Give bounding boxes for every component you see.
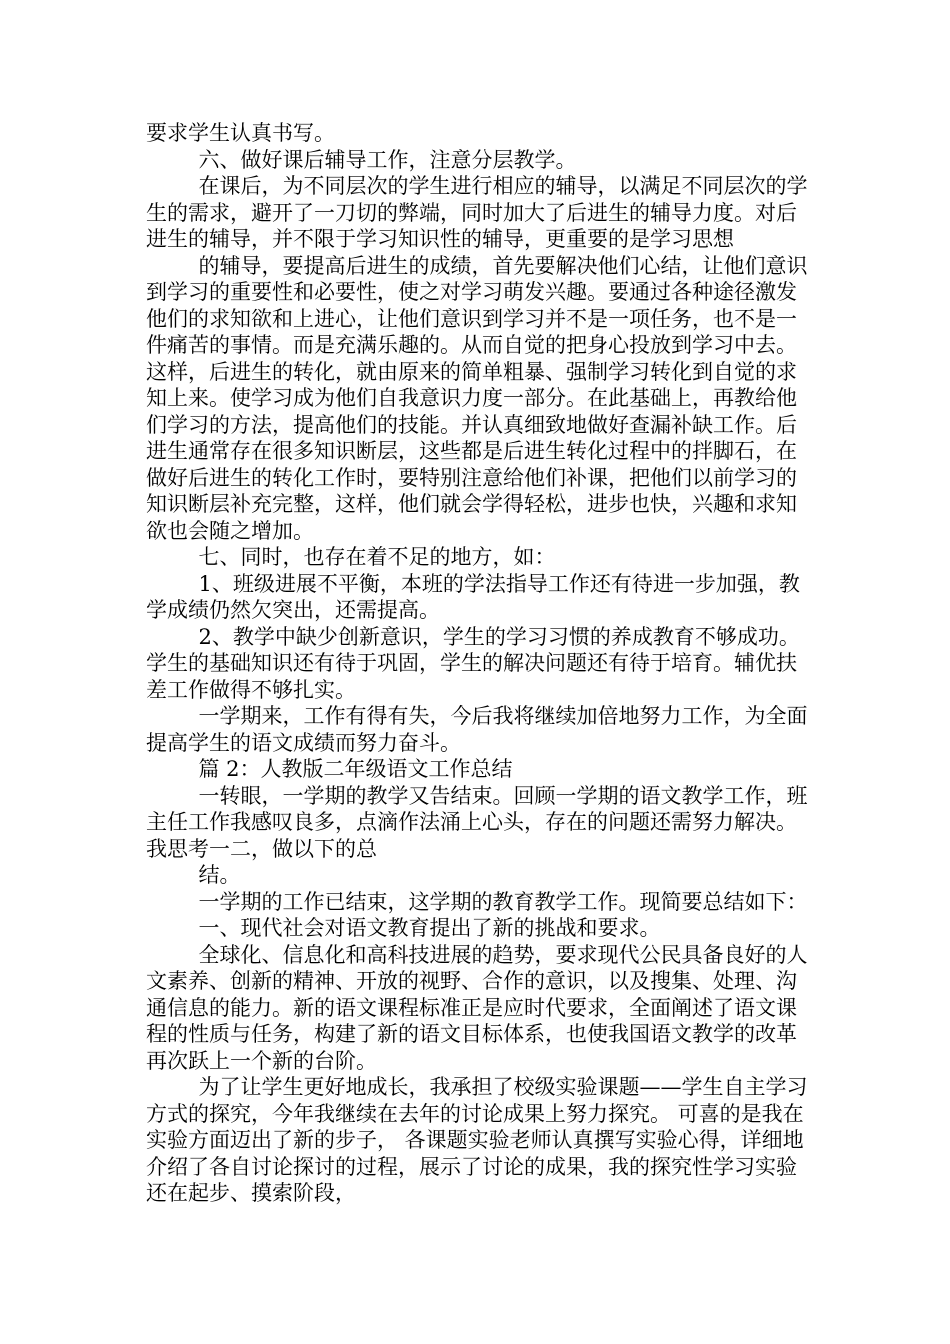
paragraph: 的辅导，要提高后进生的成绩，首先要解决他们心结，让他们意识到学习的重要性和必要性，使之对学习萌发兴趣。要通过各种途径激发他们的求知欲和上进心，让他们意识到学习并不是一项任务，也不是一件痛苦的事情。而是充满乐趣的。从而自觉的把身心投放到学习中去。这样，后进生的转化，就由原来的简单粗暴、强制学习转化到自觉的求知上来。使学习成为他们自我意识力度一部分。在此基础上，再教给他们学习的方法，提高他们的技能。并认真细致地做好查漏补缺工作。后进生通常存在很多知识断层，这些都是后进生转化过程中的拌脚石，在做好后进生的转化工作时，要特别注意给他们补课，把他们以前学习的知识断层补充完整，这样，他们就会学得轻松，进步也快，兴趣和求知欲也会随之增加。 (146, 253, 808, 543)
paragraph: 一、现代社会对语文教育提出了新的挑战和要求。 (198, 916, 661, 940)
paragraph: 1、班级进展不平衡，本班的学法指导工作还有待进一步加强，教学成绩仍然欠突出，还需提高。 (146, 571, 800, 622)
paragraph: 一转眼，一学期的教学又告结束。回顾一学期的语文教学工作，班主任工作我感叹良多，点滴作法涌上心头，存在的问题还需努力解决。我思考一二，做以下的总 (146, 783, 808, 861)
paragraph: 为了让学生更好地成长，我承担了校级实验课题——学生自主学习方式的探究，今年我继续在去年的讨论成果上努力探究。 可喜的是我在实验方面迈出了新的步子， 各课题实验老师认真撰写实验心得，详细地介绍了各自讨论探讨的过程，展示了讨论的成果，我的探究性学习实验还在起步、摸索阶段， (146, 1075, 808, 1205)
paragraph: 全球化、信息化和高科技进展的趋势，要求现代公民具备良好的人文素养、创新的精神、开放的视野、合作的意识，以及搜集、处理、沟通信息的能力。新的语文课程标准正是应时代要求，全面阐述了语文课程的性质与任务，构建了新的语文目标体系，也使我国语文教学的改革再次跃上一个新的台阶。 (146, 942, 808, 1073)
document-body (146, 120, 808, 1207)
paragraph: 一学期的工作已结束，这学期的教育教学工作。现简要总结如下： (198, 889, 808, 914)
paragraph: 在课后，为不同层次的学生进行相应的辅导，以满足不同层次的学生的需求，避开了一刀切的弊端，同时加大了后进生的辅导力度。对后进生的辅导，并不限于学习知识性的辅导，更重要的是学习思想 (146, 174, 808, 251)
paragraph: 一学期来，工作有得有失，今后我将继续加倍地努力工作，为全面提高学生的语文成绩而努力奋斗。 (146, 704, 808, 755)
paragraph: 要求学生认真书写。 (146, 121, 335, 145)
paragraph: 七、同时，也存在着不足的地方，如： (198, 545, 556, 569)
section-heading: 篇 2：人教版二年级语文工作总结 (198, 757, 513, 781)
paragraph: 结。 (198, 863, 241, 887)
paragraph: 六、做好课后辅导工作，注意分层教学。 (198, 147, 577, 172)
paragraph: 2、教学中缺少创新意识，学生的学习习惯的养成教育不够成功。学生的基础知识还有待于巩固，学生的解决问题还有待于培育。辅优扶差工作做得不够扎实。 (146, 624, 800, 702)
